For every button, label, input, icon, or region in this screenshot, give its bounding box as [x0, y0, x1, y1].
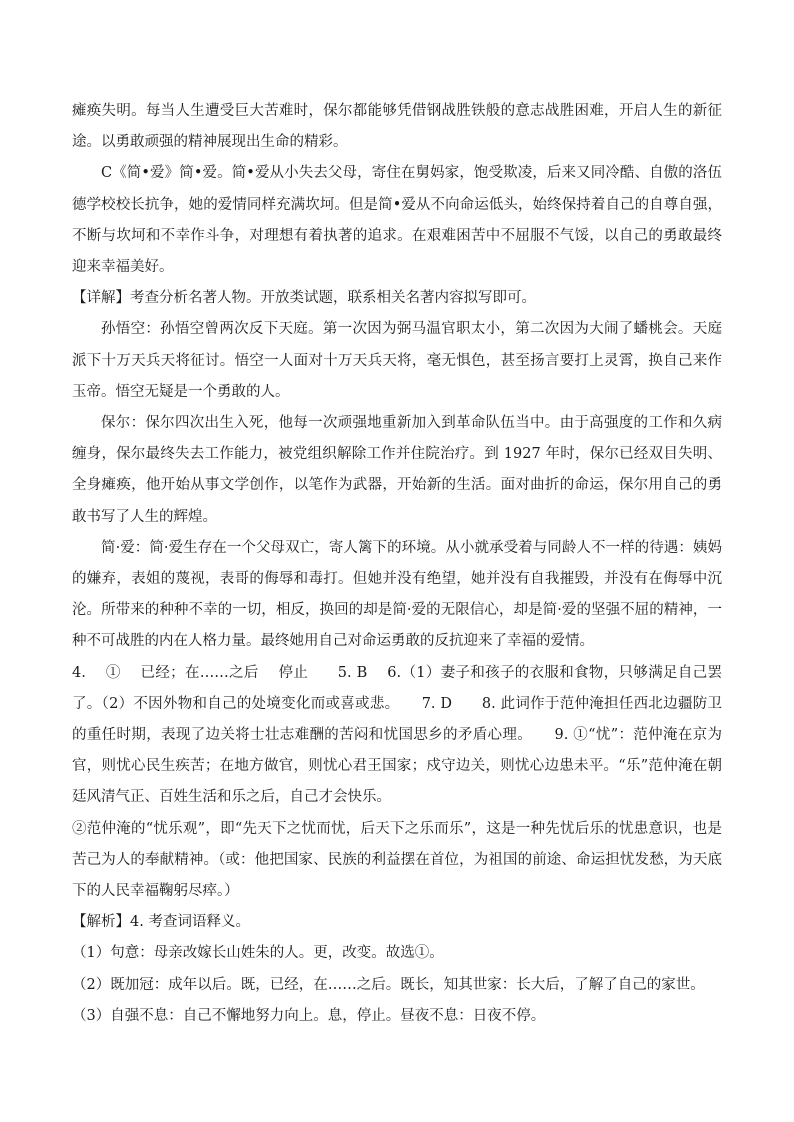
paragraph-analysis-1: （1）句意：母亲改嫁长山姓朱的人。更，改变。故选①。 [72, 945, 444, 962]
paragraph-paul-ending: 瘫痪失明。每当人生遭受巨大苦难时，保尔都能够凭借钢战胜铁般的意志战胜困难，开启人生的新征途。以勇敢顽强的精神展现出生命的精彩。 [72, 103, 722, 151]
paragraph-jane-eyre-option-c: C《简•爱》简•爱。简•爱从小失去父母，寄住在舅妈家，饱受欺凌，后来又同冷酷、自傲的洛伍德学校校长抗争，她的爱情同样充满坎坷。但是简•爱从不向命运低头，始终保持着自己的自尊自强，不断与坎坷和不幸作斗争，对理想有着执著的追求。在艰难困苦中不屈服不气馁，以自己的勇敢最终迎来幸福美好。 [72, 165, 722, 276]
document-page [72, 96, 722, 1032]
paragraph-analysis-3: （3）自强不息：自己不懈地努力向上。息，停止。昼夜不息：日夜不停。 [72, 1007, 546, 1024]
paragraph-sun-wukong: 孙悟空：孙悟空曾两次反下天庭。第一次因为弼马温官职太小，第二次因为大闹了蟠桃会。天庭派下十万天兵天将征讨。悟空一人面对十万天兵天将，毫无惧色，甚至扬言要打上灵霄，换自己来作玉帝。悟空无疑是一个勇敢的人。 [72, 321, 722, 400]
paragraph-analysis-2: （2）既加冠：成年以后。既，已经，在……之后。既长，知其世家：长大后，了解了自己的家世。 [72, 976, 705, 993]
paragraph-paul: 保尔：保尔四次出生入死，他每一次顽强地重新加入到革命队伍当中。由于高强度的工作和久病缠身，保尔最终失去工作能力，被党组织解除工作并住院治疗。到 1927 年时，保尔已经双目失明、全身瘫痪，他开始从事文学创作，以笔作为武器，开始新的生活。面对曲折的命运，保尔用自己的勇敢书写了人生的辉煌。 [72, 415, 722, 525]
paragraph-fan-zhongyan-view: ②范仲淹的“忧乐观”，即“先天下之忧而忧，后天下之乐而乐”，这是一种先忧后乐的忧患意识，也是苦己为人的奉献精神。（或：他把国家、民族的利益摆在首位，为祖国的前途、命运担忧发愁，为天底下的人民幸福鞠躬尽瘁。） [72, 820, 722, 900]
paragraph-jane-eyre: 简·爱：简·爱生存在一个父母双亡，寄人篱下的环境。从小就承受着与同龄人不一样的待遇：姨妈的嫌弃，表姐的蔑视，表哥的侮辱和毒打。但她并没有绝望，她并没有自我摧毁，并没有在侮辱中沉沦。所带来的种种不幸的一切，相反，换回的却是简·爱的无限信心，却是简·爱的坚强不屈的精神，一种不可战胜的内在人格力量。最终她用自己对命运勇敢的反抗迎来了幸福的爱情。 [72, 539, 722, 650]
paragraph-detailed-explanation: 【详解】考查分析名著人物。开放类试题，联系相关名著内容拟写即可。 [72, 290, 536, 307]
paragraph-analysis-heading: 【解析】4. 考查词语释义。 [72, 914, 250, 931]
paragraph-answers-4-9: 4. ① 已经；在……之后 停止 5. B 6.（1）妻子和孩子的衣服和食物，只够满足自己罢了。（2）不因外物和自己的处境变化而或喜或悲。 7. D 8. 此词作于范仲淹担任西北边疆防卫的重任时期，表现了边关将士壮志难酬的苦闷和忧国思乡的矛盾心理。 9. ①“忧”：范仲淹在京为官，则忧心民生疾苦；在地方做官，则忧心君王国家；戍守边关，则忧心边患未平。“乐”范仲淹在朝廷风清气正、百姓生活和乐之后，自己才会快乐。 [72, 664, 722, 806]
